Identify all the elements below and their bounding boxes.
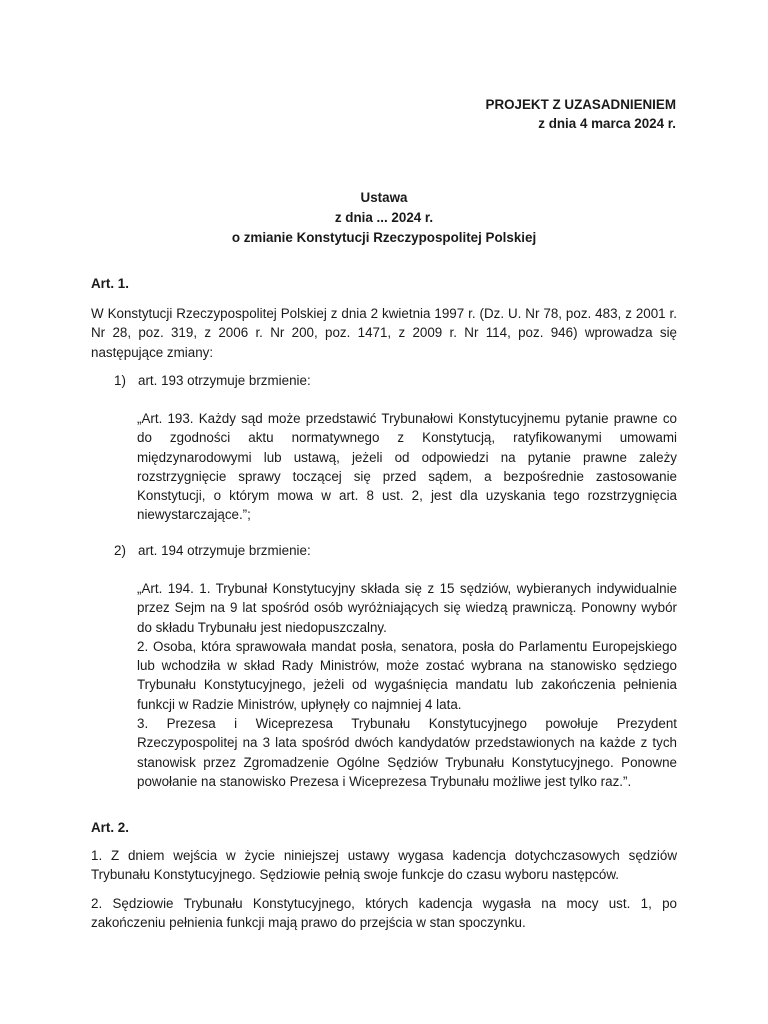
act-type: Ustawa — [360, 190, 408, 205]
act-date: z dnia ... 2024 r. — [334, 210, 434, 225]
item-number: 1) — [114, 373, 126, 388]
article-2-paragraph-2: 2. Sędziowie Trybunału Konstytucyjnego, których kadencja wygasła na mocy ust. 1, po zakończeniu pełnienia funkcji mają prawo do przejścia w stan spoczynku. — [91, 896, 677, 931]
quote-paragraph: 2. Osoba, która sprawowała mandat posła, senatora, posła do Parlamentu Europejskiego lub wchodziła w skład Rady Ministrów, może zostać wybrana na stanowisko sędziego Trybunału Konstytucyjnego, jeżeli od wygaśnięcia mandatu lub zakończenia pełnienia funkcji w Radzie Ministrów, upłynęły co najmniej 4 lata. — [137, 638, 677, 712]
article-2-heading: Art. 2. — [91, 820, 129, 835]
article-1-intro: W Konstytucji Rzeczypospolitej Polskiej z dnia 2 kwietnia 1997 r. (Dz. U. Nr 78, poz. 483, z 2001 r. Nr 28, poz. 319, z 2006 r. Nr 200, poz. 1471, z 2009 r. Nr 114, poz. 946) wprowadza się następujące zmiany: — [91, 306, 677, 360]
header-status: PROJEKT Z UZASADNIENIEM — [485, 97, 676, 112]
item-label: art. 193 otrzymuje brzmienie: — [138, 373, 311, 388]
header-date: z dnia 4 marca 2024 r. — [538, 116, 676, 132]
item-number: 2) — [114, 543, 126, 558]
quote-paragraph: 3. Prezesa i Wiceprezesa Trybunału Konstytucyjnego powołuje Prezydent Rzeczypospolitej na 3 lata spośród dwóch kandydatów przedstawionych na każde z tych stanowisk przez Zgromadzenie Ogólne Sędziów Trybunału Konstytucyjnego. Ponowne powołanie na stanowisko Prezesa i Wiceprezesa Trybunału możliwe jest tylko raz.”. — [137, 716, 677, 789]
act-title — [0, 188, 768, 248]
article-2-paragraph-1: 1. Z dniem wejścia w życie niniejszej ustawy wygasa kadencja dotychczasowych sędziów Trybunału Konstytucyjnego. Sędziowie pełnią swoje funkcje do czasu wyboru następców. — [91, 848, 677, 883]
item-label: art. 194 otrzymuje brzmienie: — [138, 543, 311, 558]
quote-paragraph: „Art. 193. Każdy sąd może przedstawić Trybunałowi Konstytucyjnemu pytanie prawne co do zgodności aktu normatywnego z Konstytucją, ratyfikowanymi umowami międzynarodowymi lub ustawą, jeżeli od odpowiedzi na pytanie prawne zależy rozstrzygnięcie sprawy toczącej się przed sądem, a bezpośrednie zastosowanie Konstytucji, o którym mowa w art. 8 ust. 2, jest dla uzyskania tego rozstrzygnięcia niewystarczające.”; — [137, 411, 677, 523]
list-item — [114, 541, 311, 560]
quoted-provision-art-194 — [137, 579, 677, 791]
list-item — [114, 371, 311, 390]
quote-paragraph: „Art. 194. 1. Trybunał Konstytucyjny składa się z 15 sędziów, wybieranych indywidualnie przez Sejm na 9 lat spośród osób wyróżniających się wiedzą prawniczą. Ponowny wybór do składu Trybunału jest niedopuszczalny. — [137, 581, 677, 635]
document-header — [486, 95, 676, 134]
article-1-heading: Art. 1. — [91, 276, 129, 291]
quoted-provision-art-193 — [137, 409, 677, 525]
act-subject: o zmianie Konstytucji Rzeczypospolitej Polskiej — [231, 230, 537, 245]
